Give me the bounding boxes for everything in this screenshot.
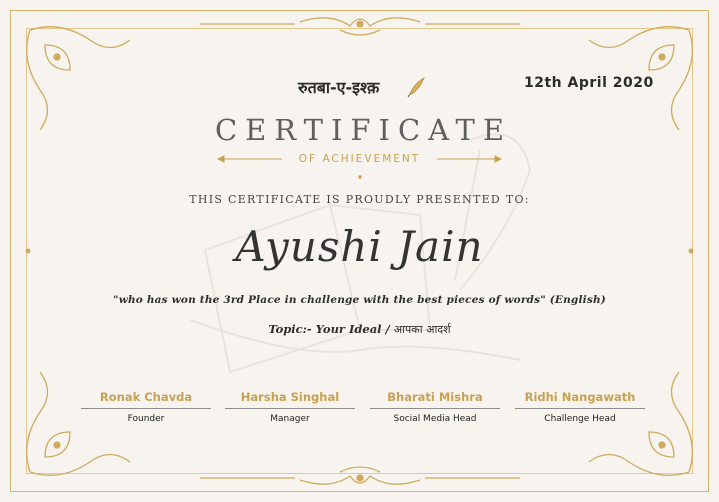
certificate-subtitle: OF ACHIEVEMENT — [298, 153, 421, 165]
presented-to-line: THIS CERTIFICATE IS PROUDLY PRESENTED TO: — [189, 193, 530, 206]
signatory-block — [225, 390, 355, 424]
topic-line — [0, 322, 719, 337]
signatory-role: Manager — [270, 414, 310, 424]
topic-prefix: Topic:- Your Ideal / — [268, 322, 390, 336]
signatory-role: Social Media Head — [393, 414, 477, 424]
certificate-title: CERTIFICATE — [214, 113, 513, 147]
signatory-name: Ronak Chavda — [81, 390, 211, 409]
topic-hindi: आपका आदर्श — [393, 323, 451, 336]
quill-icon — [408, 78, 424, 97]
certificate-date: 12th April 2020 — [524, 75, 654, 91]
signatory-role: Challenge Head — [544, 414, 616, 424]
signatory-name: Harsha Singhal — [225, 390, 355, 409]
brand-name: रुतबा-ए-इश्क़ — [298, 78, 380, 97]
signatory-block — [515, 390, 645, 424]
signatory-name: Bharati Mishra — [370, 390, 500, 409]
signatory-block — [370, 390, 500, 424]
top-flourish-ornament — [200, 18, 520, 35]
signatory-block — [81, 390, 211, 424]
signatory-name: Ridhi Nangawath — [515, 390, 645, 409]
recipient-name: Ayushi Jain — [235, 222, 484, 271]
signatory-role: Founder — [127, 414, 165, 424]
bottom-flourish-ornament — [200, 467, 520, 484]
citation-text: "who has won the 3rd Place in challenge with the best pieces of words" (English) — [113, 294, 606, 306]
